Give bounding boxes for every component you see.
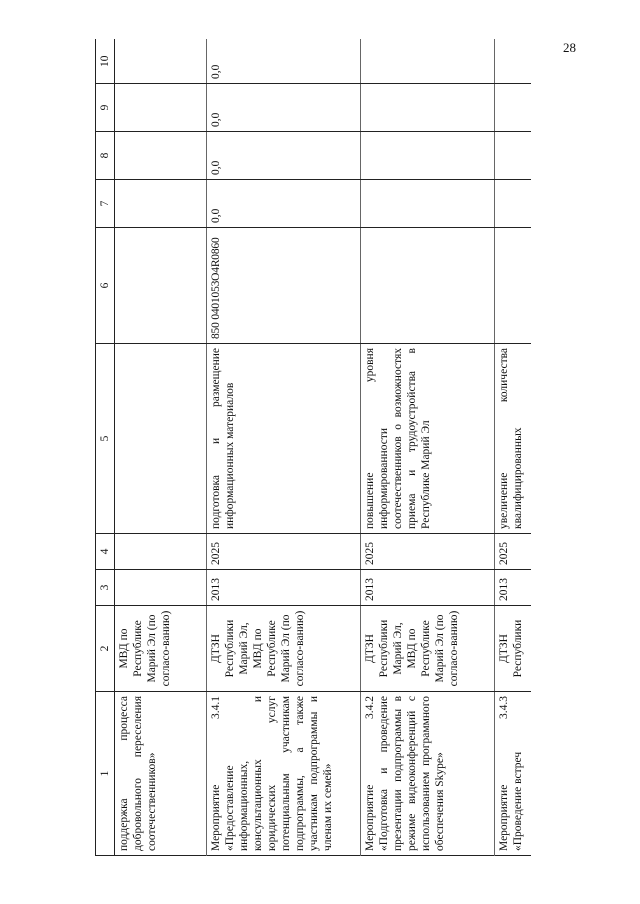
- cell-budget-code: [115, 228, 207, 344]
- cell-result: [115, 344, 207, 534]
- header-col-6: 6: [96, 228, 115, 344]
- header-col-2: 2: [96, 606, 115, 692]
- cell-executor: ДТЗН Республики Марий Эл, МВД по Республике Марий Эл (по согласо-ванию): [361, 606, 495, 692]
- cell-value-10: [361, 40, 495, 84]
- header-col-1: 1: [96, 692, 115, 856]
- cell-value-7: 0,0: [207, 180, 361, 228]
- cell-value-10: 0,0: [207, 40, 361, 84]
- cell-event: поддержка процесса добровольного переселения соотечественников»: [115, 692, 207, 856]
- cell-value-7: [495, 180, 531, 228]
- cell-result: увеличение количества квалифицированных: [495, 344, 531, 534]
- cell-value-8: [495, 132, 531, 180]
- cell-value-7: [115, 180, 207, 228]
- cell-budget-code: 850 0401053О4R0860: [207, 228, 361, 344]
- table-row: [115, 40, 207, 856]
- cell-value-10: [495, 40, 531, 84]
- cell-end-year: 2025: [495, 534, 531, 570]
- header-col-3: 3: [96, 570, 115, 606]
- cell-end-year: 2025: [361, 534, 495, 570]
- cell-event: Мероприятие 3.4.2 «Подготовка и проведение презентации подпрограммы в режиме видеоконференций с использованием программного обеспечения Skype»: [361, 692, 495, 856]
- rotated-table-container: [95, 40, 525, 856]
- table-row: [495, 40, 531, 856]
- cell-value-8: [115, 132, 207, 180]
- cell-start-year: 2013: [361, 570, 495, 606]
- cell-value-8: [361, 132, 495, 180]
- page-number: 28: [563, 40, 576, 55]
- cell-start-year: 2013: [207, 570, 361, 606]
- cell-end-year: [115, 534, 207, 570]
- table-row: [207, 40, 361, 856]
- cell-start-year: 2013: [495, 570, 531, 606]
- cell-executor: ДТЗН Республики: [495, 606, 531, 692]
- cell-value-9: [361, 84, 495, 132]
- cell-value-9: [495, 84, 531, 132]
- cell-start-year: [115, 570, 207, 606]
- cell-budget-code: [361, 228, 495, 344]
- cell-value-9: 0,0: [207, 84, 361, 132]
- cell-budget-code: [495, 228, 531, 344]
- cell-result: повышение уровня информированности соотечественников о возможностях приема и трудоустройства в Республике Марий Эл: [361, 344, 495, 534]
- cell-value-7: [361, 180, 495, 228]
- cell-executor: ДТЗН Республики Марий Эл, МВД по Республике Марий Эл (по согласо-ванию): [207, 606, 361, 692]
- header-col-9: 9: [96, 84, 115, 132]
- header-col-4: 4: [96, 534, 115, 570]
- cell-value-9: [115, 84, 207, 132]
- header-col-5: 5: [96, 344, 115, 534]
- header-row: [96, 40, 115, 856]
- header-col-8: 8: [96, 132, 115, 180]
- header-col-10: 10: [96, 40, 115, 84]
- cell-executor: МВД по Республике Марий Эл (по согласо-ванию): [115, 606, 207, 692]
- cell-result: подготовка и размещение информационных материалов: [207, 344, 361, 534]
- cell-end-year: 2025: [207, 534, 361, 570]
- cell-event: Мероприятие 3.4.3 «Проведение встреч: [495, 692, 531, 856]
- table-row: [361, 40, 495, 856]
- program-table: [95, 40, 531, 857]
- cell-value-8: 0,0: [207, 132, 361, 180]
- cell-value-10: [115, 40, 207, 84]
- header-col-7: 7: [96, 180, 115, 228]
- cell-event: Мероприятие 3.4.1 «Предоставление информационных, консультационных и юридических услуг потенциальным участникам подпрограммы, а также участникам подпрограммы и членам их семей»: [207, 692, 361, 856]
